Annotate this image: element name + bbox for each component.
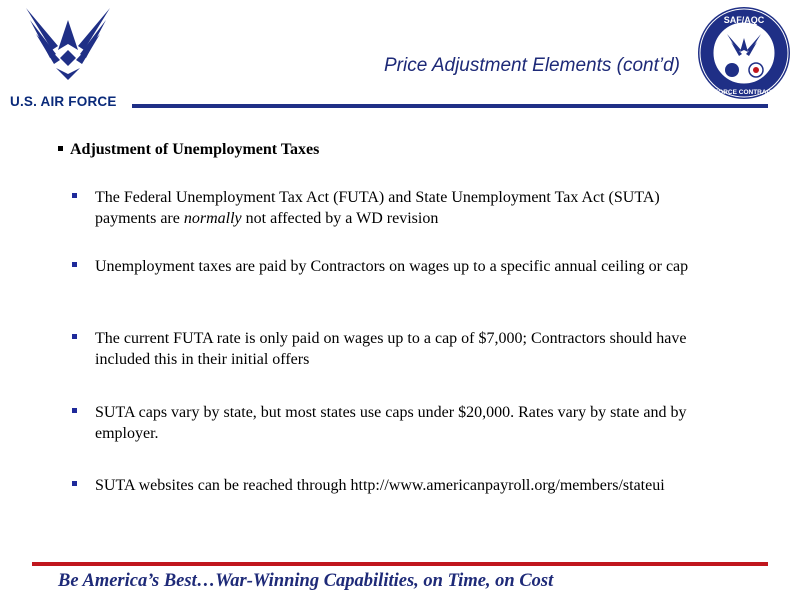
footer-divider — [32, 562, 768, 566]
bullet-text: The current FUTA rate is only paid on wages up to a cap of $7,000; Contractors should have included this in their initial offers — [95, 330, 687, 368]
bullet-square-icon — [72, 193, 77, 198]
air-force-wings-icon — [26, 6, 110, 84]
bullet-square-icon — [72, 408, 77, 413]
emphasis-text: normally — [183, 210, 242, 227]
air-force-logo — [4, 6, 134, 109]
bullet-text: SUTA websites can be reached through http://www.americanpayroll.org/members/stateui — [95, 477, 665, 494]
list-item — [72, 187, 722, 229]
bullet-text: Unemployment taxes are paid by Contractors on wages up to a specific annual ceiling or cap — [95, 258, 689, 275]
bullet-square-icon — [72, 334, 77, 339]
slide-title: Price Adjustment Elements (cont’d) — [383, 55, 680, 76]
bullet-text: SUTA caps vary by state, but most states use caps under $20,000. Rates vary by state and by employer. — [95, 404, 687, 442]
bullet-text: The Federal Unemployment Tax Act (FUTA) and State Unemployment Tax Act (SUTA) payments are normally not affected by a WD revision — [95, 189, 660, 227]
bullet-square-icon — [72, 262, 77, 267]
saf-aqc-seal-icon — [697, 6, 791, 100]
logo-text: U.S. AIR FORCE — [10, 94, 117, 109]
bullet-square-icon — [72, 481, 77, 486]
list-item — [72, 256, 722, 277]
seal-bottom-text: AIR FORCE CONTRACTING — [701, 89, 787, 96]
seal-top-text: SAF/AQC — [723, 15, 765, 25]
list-item — [72, 328, 722, 370]
header-divider — [132, 104, 768, 108]
list-item — [72, 402, 722, 444]
heading-text: Adjustment of Unemployment Taxes — [70, 141, 320, 158]
bullet-square-icon — [58, 146, 63, 151]
footer-tagline: Be America’s Best…War-Winning Capabilities, on Time, on Cost — [58, 571, 554, 591]
list-item — [72, 475, 722, 496]
